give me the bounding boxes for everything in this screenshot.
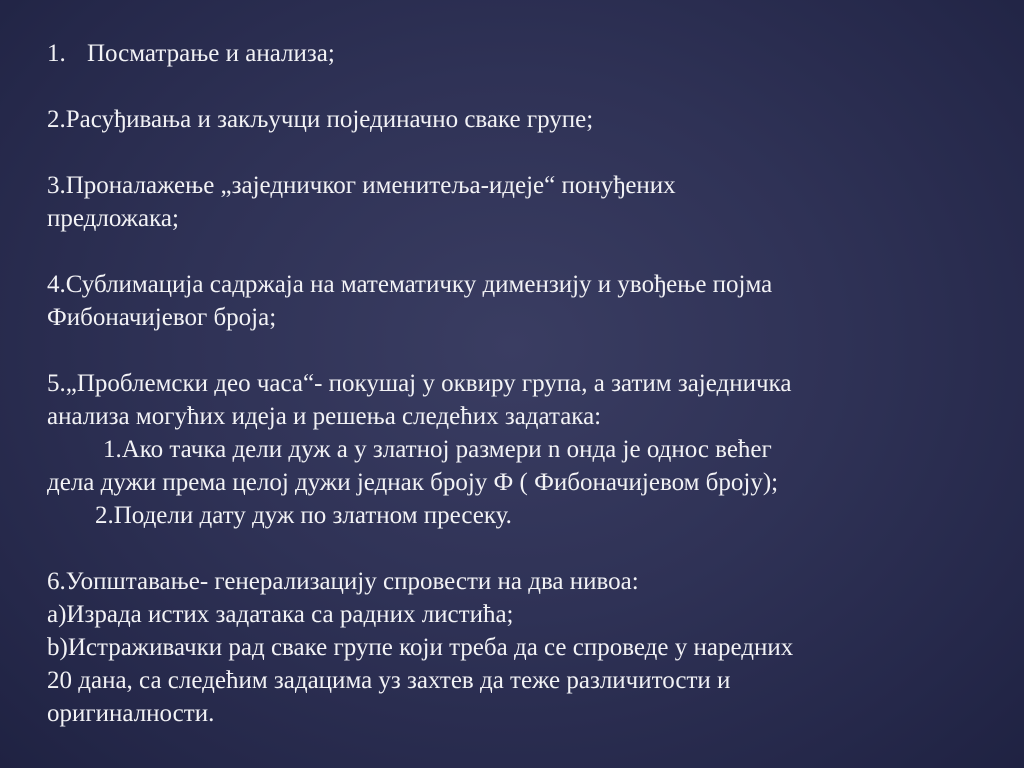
list-item-3-line-2: предложака; xyxy=(47,205,179,232)
list-item-1-number: 1. xyxy=(47,40,66,67)
spacer xyxy=(47,235,997,268)
list-item-5-sub-1-line-2: дела дужи према целој дужи једнак броју Ф ( Фибоначијевом броју); xyxy=(47,469,779,496)
list-item-4-line-1: 4.Сублимација садржаја на математичку димензију и увођење појма xyxy=(47,271,773,298)
list-item-3-line-1: 3.Проналажење „заједничког именитеља-идеје“ понуђених xyxy=(47,172,676,199)
list-item-6-line-1: 6.Уопштавање- генерализацију спровести на два нивоа: xyxy=(47,568,639,595)
spacer xyxy=(47,334,997,367)
slide-content xyxy=(47,37,997,730)
list-item-6-sub-b-line-2: 20 дана, са следећим задацима уз захтев да теже различитости и xyxy=(47,667,731,694)
list-item-6-sub-a: a)Израда истих задатака са радних листића; xyxy=(47,601,514,628)
list-item-6-sub-b-line-1: b)Истраживачки рад сваке групе који треба да се спроведе у наредних xyxy=(47,634,794,661)
list-item-5-sub-1-line-1: 1.Ако тачка дели дуж a у златној размери n онда је однос већег xyxy=(103,436,772,463)
list-item-5-sub-2: 2.Подели дату дуж по златном пресеку. xyxy=(95,502,512,529)
list-item-6-sub-b-line-3: оригиналности. xyxy=(47,700,215,727)
list-item-5-line-1: 5.„Проблемски део часа“- покушај у оквиру група, а затим заједничка xyxy=(47,370,792,397)
list-item-1 xyxy=(47,37,997,70)
list-item-2: 2.Расуђивања и закључци појединачно сваке групе; xyxy=(47,106,594,133)
list-item-1-text: Посматрање и анализа; xyxy=(87,40,335,67)
spacer xyxy=(47,532,997,565)
spacer xyxy=(47,70,997,103)
list-item-4-line-2: Фибоначијевог броја; xyxy=(47,304,277,331)
spacer xyxy=(47,136,997,169)
list-item-5-line-2: анализа могућих идеја и решења следећих задатака: xyxy=(47,403,602,430)
